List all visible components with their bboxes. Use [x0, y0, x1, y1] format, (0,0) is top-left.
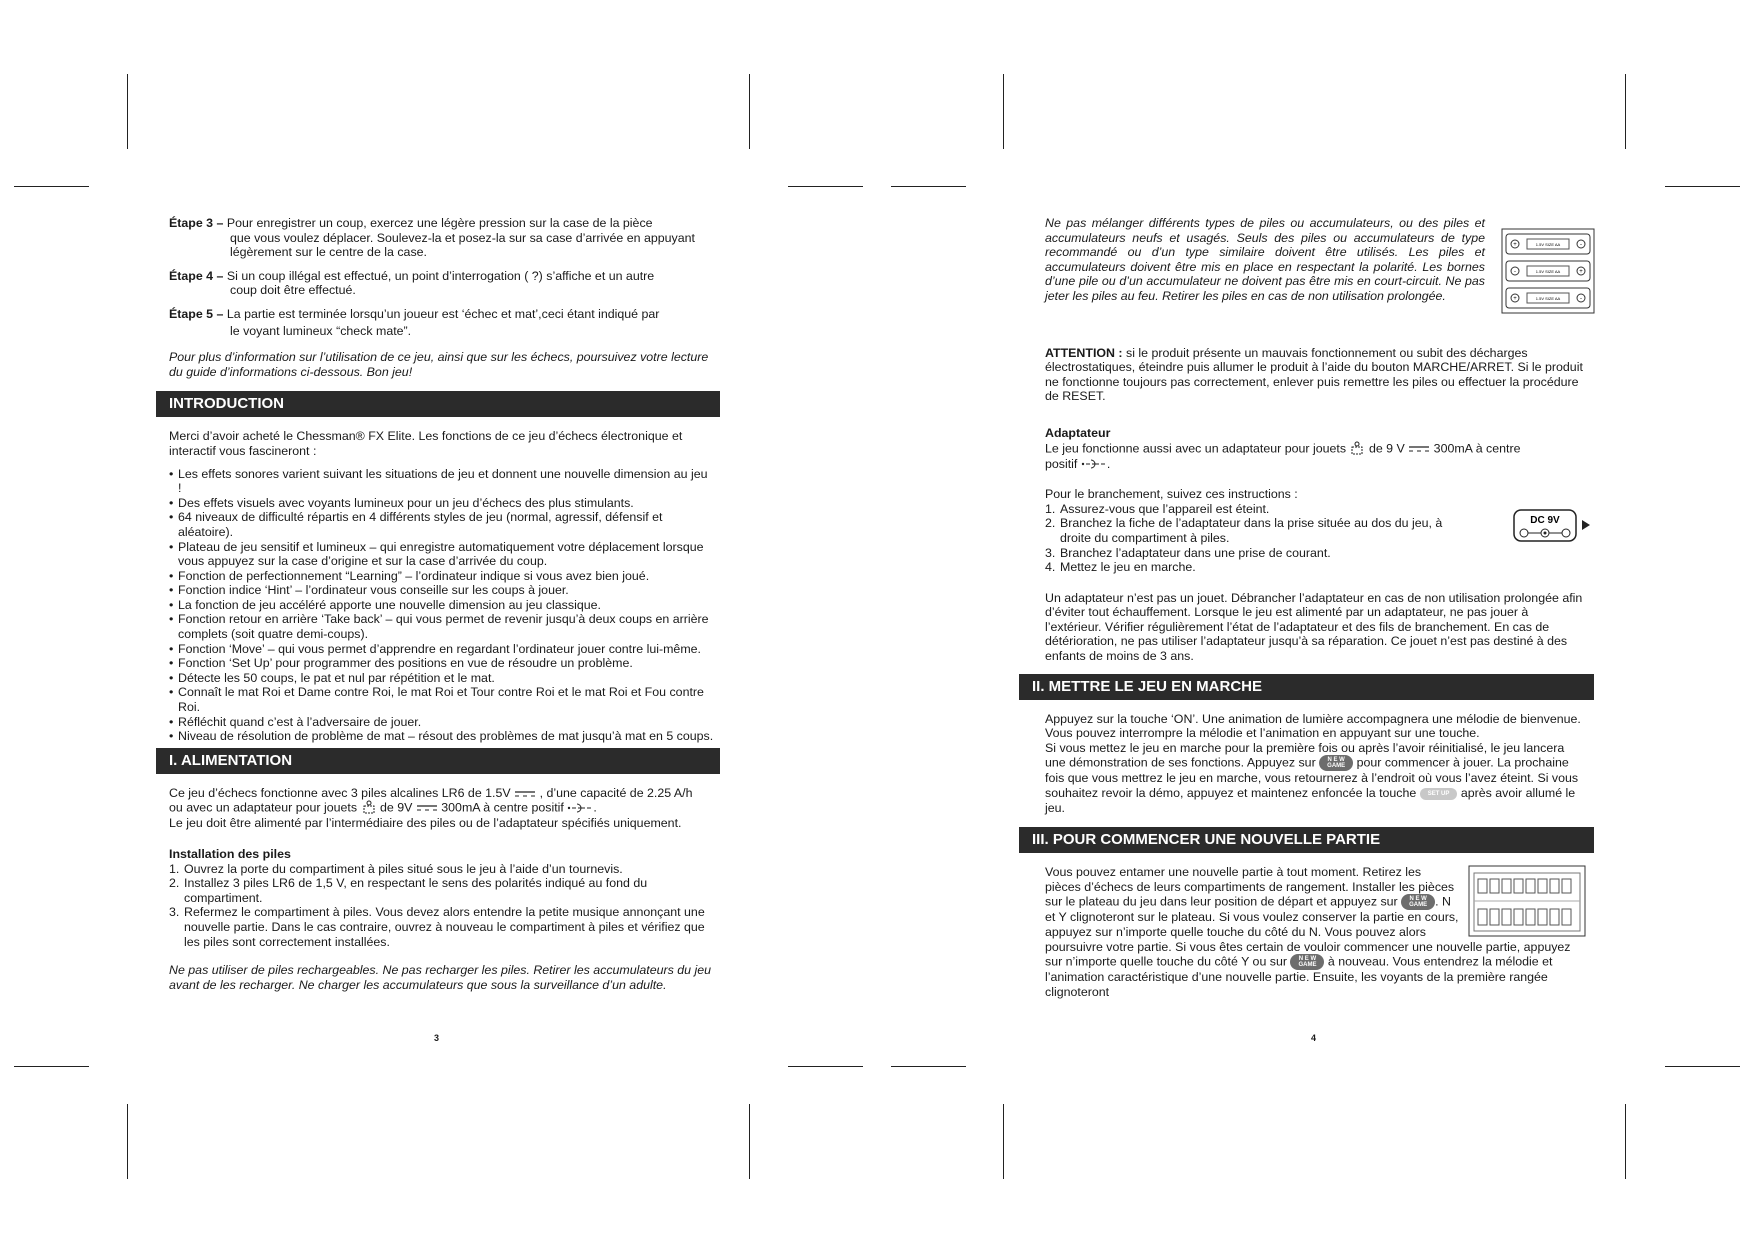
- step-text: que vous voulez déplacer. Soulevez-la et posez-la sur sa case d’arrivée en appuyant: [230, 230, 695, 245]
- adapter-text-part: Le jeu fonctionne aussi avec un adaptateur pour jouets: [1045, 440, 1347, 455]
- list-item: 2. Branchez la fiche de l’adaptateur dans la prise située au dos du jeu, à droite du compartiment à piles.: [1045, 516, 1443, 545]
- install-list: [169, 862, 714, 950]
- crop-mark: [788, 1066, 863, 1067]
- list-item: • Des effets visuels avec voyants lumineux pour un jeu d’échecs des plus stimulants.: [169, 496, 714, 511]
- list-item: • Niveau de résolution de problème de mat – résout des problèmes de mat jusqu’à mat en 5 coups.: [169, 729, 714, 744]
- install-title: Installation des piles: [169, 847, 291, 861]
- crop-mark: [1003, 1104, 1004, 1179]
- crop-mark: [1625, 1104, 1626, 1179]
- power-text: Le jeu doit être alimenté par l’intermédiaire des piles ou de l’adaptateur spécifiés uniquement.: [169, 816, 682, 831]
- section-banner-new-game: III. POUR COMMENCER UNE NOUVELLE PARTIE: [1019, 827, 1594, 853]
- svg-text:+: +: [1513, 242, 1517, 248]
- crop-mark: [1003, 74, 1004, 149]
- step-label: Étape 3 –: [169, 216, 224, 230]
- crop-mark: [1625, 74, 1626, 149]
- crop-mark: [749, 1104, 750, 1179]
- list-item-text: Branchez l’adaptateur dans une prise de courant.: [1060, 545, 1331, 560]
- svg-text:+: +: [1579, 269, 1583, 275]
- crop-mark: [891, 1066, 966, 1067]
- battery-label: 1.5V SIZE AA: [1535, 242, 1561, 247]
- step-text: coup doit être effectué.: [230, 283, 356, 298]
- list-item-text: Mettez le jeu en marche.: [1060, 560, 1196, 575]
- more-info-text: Pour plus d’information sur l’utilisation de ce jeu, ainsi que sur les échecs, poursuivez votre lecture du guide d’informations ci-dessous. Bon jeu!: [169, 350, 709, 379]
- list-item: • Fonction ‘Move’ – qui vous permet d’apprendre en regardant l’ordinateur jouer contre lui-même.: [169, 642, 714, 657]
- no-recharge-text: Ne pas utiliser de piles rechargeables. Ne pas recharger les piles. Retirer les accumulateurs du jeu avant de les recharger. Ne charger les accumulateurs que sous la surveillance d’un adulte.: [169, 963, 712, 992]
- section-banner-start: II. METTRE LE JEU EN MARCHE: [1019, 674, 1594, 700]
- section-banner-alimentation: I. ALIMENTATION: [156, 748, 720, 774]
- svg-text:-: -: [1580, 296, 1582, 302]
- step-text: Si un coup illégal est effectué, un point d’interrogation ( ?) s’affiche et un autre: [226, 268, 655, 283]
- attention-text: [1045, 346, 1588, 404]
- crop-mark: [788, 186, 863, 187]
- page-number: 4: [1311, 1033, 1317, 1043]
- adapter-warning-text: Un adaptateur n’est pas un jouet. Débrancher l’adaptateur en cas de non utilisation prolongée afin d’éviter tout échauffement. Lorsque le jeu est alimenté par un adaptateur, ne pas jouer à l’extérieur. Vérifier régulièrement l’état de l’adaptateur et des fils de branchement. En cas de détérioration, ne pas utiliser l’adaptateur jusqu’à sa réparation. Ce jouet n’est pas destiné à des enfants de moins de 3 ans.: [1045, 590, 1583, 664]
- list-item: • Connaît le mat Roi et Dame contre Roi, le mat Roi et Tour contre Roi et le mat Roi et Fou contre Roi.: [169, 685, 714, 714]
- list-item: • 64 niveaux de difficulté répartis en 4 différents styles de jeu (normal, agressif, défensif et aléatoire).: [169, 510, 714, 539]
- list-item-text: Refermez le compartiment à piles. Vous devez alors entendre la petite musique annonçant une nouvelle partie. Dans le cas contraire, ouvrez à nouveau le compartiment à piles et vérifiez que les piles sont correctement installées.: [184, 905, 705, 949]
- new-game-key-icon: N E W GAME: [1319, 755, 1353, 771]
- adapter-text-part: de 9 V: [1368, 440, 1405, 455]
- toy-transformer-icon: [361, 800, 377, 816]
- list-item: 1. Assurez-vous que l’appareil est éteint.: [1045, 501, 1270, 516]
- battery-label: 1.5V SIZE AA: [1535, 269, 1561, 274]
- power-text-part: 300mA à centre positif: [441, 800, 564, 815]
- step-4: [169, 269, 714, 298]
- list-item: 1. Ouvrez la porte du compartiment à piles situé sous le jeu à l’aide d’un tournevis.: [169, 861, 623, 876]
- toy-transformer-icon: [1349, 441, 1365, 457]
- new-game-text-part: . N et Y clignoteront sur le plateau. Si vous voulez conserver la partie en cours, appuyez sur n’importe quelle touche du côté du N. Vous pouvez alors poursuivre votre partie. Si vous êtes certain de vouloir commencer une nouvelle partie, appuyez sur n’importe quelle touche du côté Y ou sur: [1045, 894, 1571, 969]
- adapter-text-part: 300mA à centre: [1433, 440, 1521, 455]
- start-text: Appuyez sur la touche ‘ON’. Une animation de lumière accompagnera une mélodie de bienvenue. Vous pouvez interrompre la mélodie et l’animation en appuyant sur une touche.: [1045, 711, 1581, 741]
- adapter-text-part: positif: [1045, 456, 1078, 471]
- start-text-part: après avoir allumé le jeu.: [1045, 786, 1576, 815]
- list-item: • Les effets sonores varient suivant les situations de jeu et donnent une nouvelle dimension au jeu !: [169, 467, 714, 496]
- list-item: • Fonction ‘Set Up’ pour programmer des positions en vue de résoudre un problème.: [169, 656, 714, 671]
- list-item-text: Assurez-vous que l’appareil est éteint.: [1060, 501, 1270, 516]
- crop-mark: [891, 186, 966, 187]
- attention-label: ATTENTION :: [1045, 345, 1123, 360]
- list-item: • Réfléchit quand c’est à l’adversaire de jouer.: [169, 715, 714, 730]
- power-text: [169, 786, 714, 801]
- step-text: Pour enregistrer un coup, exercez une légère pression sur la case de la pièce: [226, 216, 653, 230]
- dc-symbol-icon: [416, 804, 438, 812]
- list-item-text: Installez 3 piles LR6 de 1,5 V, en respectant le sens des polarités indiqué au fond du compartiment.: [184, 876, 648, 905]
- power-text: [169, 800, 714, 816]
- center-positive-icon: [1081, 459, 1107, 469]
- new-game-text-part: à nouveau. Vous entendrez la mélodie et l’animation caractéristique d’une nouvelle partie. Ensuite, les voyants de la première rangée clignoteront: [1045, 954, 1553, 999]
- page-number: 3: [434, 1033, 440, 1043]
- list-item-text: Ouvrez la porte du compartiment à piles situé sous le jeu à l’aide d’un tournevis.: [184, 861, 623, 876]
- dc-symbol-icon: [514, 790, 536, 798]
- list-item: • Fonction indice ‘Hint’ – l’ordinateur vous conseille sur les coups à jouer.: [169, 583, 714, 598]
- battery-warning-text: Ne pas mélanger différents types de piles ou accumulateurs, ou des piles et accumulateurs neufs et usagés. Seuls des piles ou accumulateurs de type recommandé ou d’un type similaire doivent être utilisés. Les piles et accumulateurs doivent être mis en place en respectant la polarité. Les bornes d’une pile ou d’un accumulateur ne doivent pas être mis en court-circuit. Ne pas jeter les piles au feu. Retirer les piles en cas de non utilisation prolongée.: [1045, 216, 1485, 303]
- crop-mark: [14, 186, 89, 187]
- adapter-text-part: .: [1106, 456, 1111, 471]
- adapter-title: Adaptateur: [1045, 425, 1111, 440]
- left-page: [156, 216, 720, 1000]
- list-item: • Plateau de jeu sensitif et lumineux – qui enregistre automatiquement votre déplacement lorsque vous appuyez sur la case d’origine et sur la case d’arrivée du coup.: [169, 540, 714, 569]
- crop-mark: [749, 74, 750, 149]
- adapter-text: [1045, 457, 1588, 472]
- start-text-part: Si vous mettez le jeu en marche pour la première fois ou après l’avoir réinitialisé, le jeu lancera une démonstration de ses fonctions. Appuyez sur: [1045, 740, 1565, 770]
- power-text-part: ou avec un adaptateur pour jouets: [169, 800, 358, 815]
- svg-text:+: +: [1513, 296, 1517, 302]
- power-text-part: .: [593, 800, 597, 815]
- power-text-part: de 9V: [379, 800, 413, 815]
- list-item-text: Branchez la fiche de l’adaptateur dans la prise située au dos du jeu, à droite du compartiment à piles.: [1060, 516, 1443, 545]
- step-3: [169, 216, 714, 260]
- step-text: La partie est terminée lorsqu’un joueur est ‘échec et mat’,ceci étant indiqué par: [226, 306, 660, 321]
- attention-body: si le produit présente un mauvais fonctionnement ou subit des décharges électrostatiques, éteindre puis allumer le produit à l’aide du bouton MARCHE/ARRET. Si le produit ne fonctionne toujours pas correctement, enlever puis remettre les piles ou effectuer la procédure de RESET.: [1045, 345, 1583, 404]
- chess-board-icon: [1468, 865, 1586, 937]
- list-item: 4. Mettez le jeu en marche.: [1045, 560, 1196, 575]
- start-text: [1045, 741, 1588, 815]
- list-item: • Fonction retour en arrière ‘Take back’ – qui vous permet de revenir jusqu’à deux coups en arrière complets (soit quatre demi-coups).: [169, 612, 714, 641]
- list-item: • Fonction de perfectionnement “Learning” – l’ordinateur indique si vous avez bien joué.: [169, 569, 714, 584]
- list-item: • La fonction de jeu accéléré apporte une nouvelle dimension au jeu classique.: [169, 598, 714, 613]
- svg-text:-: -: [1514, 269, 1516, 275]
- crop-mark: [14, 1066, 89, 1067]
- step-label: Étape 4 –: [169, 268, 224, 283]
- connect-intro: Pour le branchement, suivez ces instructions :: [1045, 487, 1298, 502]
- crop-mark: [1665, 186, 1740, 187]
- list-item: • Détecte les 50 coups, le pat et nul par répétition et le mat.: [169, 671, 714, 686]
- battery-compartment-icon: [1501, 228, 1595, 314]
- list-item: 3. Branchez l’adaptateur dans une prise de courant.: [1045, 545, 1331, 560]
- step-5: [169, 307, 714, 338]
- crop-mark: [127, 74, 128, 149]
- new-game-text-part: Vous pouvez entamer une nouvelle partie à tout moment. Retirez les pièces d’échecs de leurs compartiments de rangement. Installer les pièces sur le plateau du jeu dans leur position de départ et appuyez sur: [1045, 865, 1455, 909]
- power-text-part: Ce jeu d’échecs fonctionne avec 3 piles alcalines LR6 de 1.5V: [169, 785, 511, 800]
- new-game-key-icon: N E W GAME: [1290, 954, 1324, 970]
- right-page: [1032, 216, 1594, 1007]
- set-up-key-icon: SET UP: [1420, 788, 1458, 800]
- center-positive-icon: [567, 803, 593, 813]
- crop-mark: [127, 1104, 128, 1179]
- intro-text: Merci d’avoir acheté le Chessman® FX Elite. Les fonctions de ce jeu d’échecs électronique et interactif vous fascineront :: [169, 429, 683, 458]
- feature-list: [169, 467, 714, 744]
- battery-label: 1.5V SIZE AA: [1535, 296, 1561, 301]
- crop-mark: [1665, 1066, 1740, 1067]
- step-label: Étape 5 –: [169, 306, 224, 321]
- new-game-key-icon: N E W GAME: [1401, 894, 1435, 910]
- section-banner-introduction: INTRODUCTION: [156, 391, 720, 417]
- list-item: 3. Refermez le compartiment à piles. Vous devez alors entendre la petite musique annonçant une nouvelle partie. Dans le cas contraire, ouvrez à nouveau le compartiment à piles et vérifiez que les piles sont correctement installées.: [169, 905, 705, 949]
- power-text-part: , d’une capacité de 2.25 A/h: [539, 785, 693, 800]
- dc-9v-jack-icon: [1513, 509, 1593, 543]
- start-text-part: pour commencer à jouer. La prochaine fois que vous mettrez le jeu en marche, vous retournerez à l’endroit où vous l’avez éteint. Si vous souhaitez revoir la démo, appuyez et maintenez enfoncée la touche: [1045, 755, 1579, 801]
- step-text: le voyant lumineux “check mate”.: [230, 323, 412, 338]
- adapter-text: [1045, 441, 1588, 457]
- dc-symbol-icon: [1408, 445, 1430, 453]
- list-item: 2. Installez 3 piles LR6 de 1,5 V, en respectant le sens des polarités indiqué au fond du compartiment.: [169, 876, 648, 905]
- step-text: légèrement sur le centre de la case.: [230, 245, 427, 260]
- svg-text:-: -: [1580, 242, 1582, 248]
- dc-9v-label: DC 9V: [1530, 515, 1560, 527]
- connect-list: [1045, 502, 1465, 575]
